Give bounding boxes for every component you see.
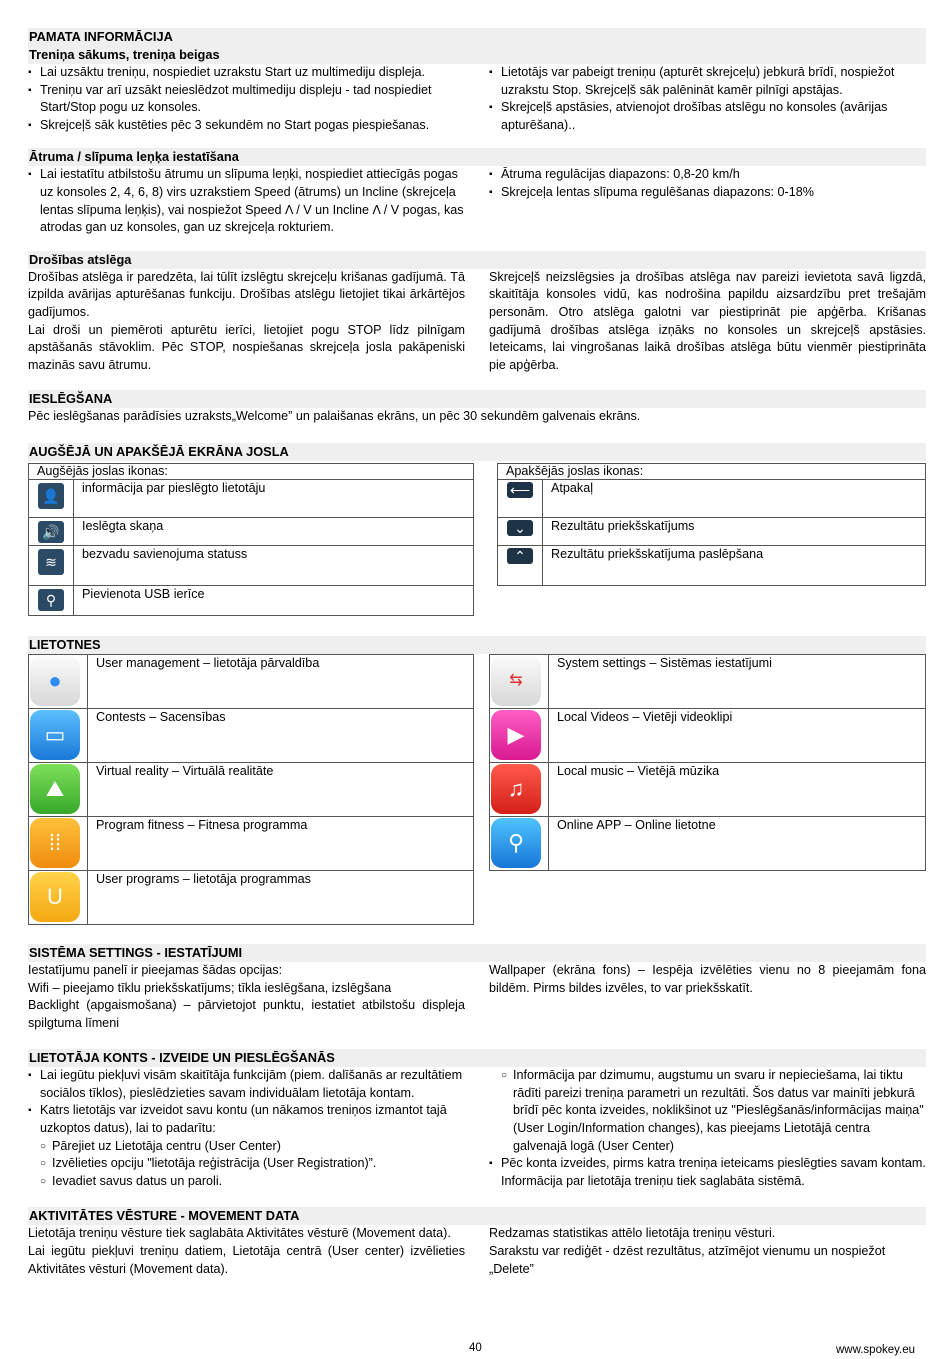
paragraph: Skrejceļš neizslēgsies ja drošības atslēga nav pareizi ievietota savā ligzdā, skaitītāja konsoles vidū, kas nodrošina papildu aizsardzību pret trešajām personām. Otro atslēga galotni var piestiprināt pie apģērba. Krišanas gadījumā drošības atslēga izņāks no konsoles un skrejceļš apstāsies. Ieteicams, lai vingrošanas laikā drošības atslēga būtu vienmēr piestiprināta pie apģērba. (489, 269, 926, 372)
subsection-title: Ātruma / slīpuma leņķa iestatīšana (28, 148, 926, 166)
table-cell: System settings – Sistēmas iestatījumi (549, 654, 926, 708)
list-item (28, 1102, 465, 1190)
table-cell: User management – lietotāja pārvaldība (88, 654, 474, 708)
table-cell: Ieslēgta skaņa (74, 517, 474, 545)
table-cell: Local music – Vietējā mūzika (549, 762, 926, 816)
list-item: ▪ Treniņu var arī uzsākt neieslēdzot multimediju displeju - tad nospiediet Start/Stop pogu uz konsoles. (28, 82, 465, 117)
website-url: www.spokey.eu (835, 1344, 915, 1356)
user-programs-icon: U (30, 872, 80, 922)
virtual-reality-icon: ⛰ (30, 764, 80, 814)
list-item: ○ Pārejiet uz Lietotāja centru (User Center) (40, 1138, 465, 1156)
usb-icon: ⚲ (38, 589, 64, 611)
table-cell: bezvadu savienojuma statuss (74, 545, 474, 585)
top-bar-icons-table (28, 463, 474, 616)
paragraph: Wallpaper (ekrāna fons) – Iespēja izvēlēties vienu no 8 pieejamām fona bildēm. Pirms bildes izvēles, to var priekšskatīt. (489, 962, 926, 995)
table-cell: Local Videos – Vietēji videoklipi (549, 708, 926, 762)
section-title: IESLĒGŠANA (28, 390, 926, 408)
table-cell: Pievienota USB ierīce (74, 585, 474, 615)
section-title: LIETOTNES (28, 636, 926, 654)
table-cell: Rezultātu priekšskatījuma paslēpšana (543, 545, 926, 585)
table-cell: Atpakaļ (543, 479, 926, 517)
list-item: ○ Informācija par dzimumu, augstumu un svaru ir nepieciešama, lai tiktu rādīti pareizi treniņa parametri un rezultāti. Šos datus var mainīti jebkurā brīdī pēc konta izveides, noklikšinot uz "Pieslēgšanās/informācijas maiņa" (User Login/Information changes), kas pieejams Lietotājā centra galvenajā logā (User Center) (501, 1067, 926, 1155)
paragraph: Wifi – pieejamo tīklu priekšskatījums; tīkla ieslēgšana, izslēgšana (28, 980, 392, 995)
list-item: ○ Izvēlieties opciju "lietotāja reģistrācija (User Registration)”. (40, 1155, 465, 1173)
table-cell: Virtual reality – Virtuālā realitāte (88, 762, 474, 816)
table-cell: Contests – Sacensības (88, 708, 474, 762)
list-item-text: Katrs lietotājs var izveidot savu kontu (un nākamos treniņos izmantot tajā uzkoptos datus), lai to padarītu: (40, 1103, 447, 1136)
system-settings-icon: ⇆ (491, 656, 541, 706)
bottom-bar-icons-table (497, 463, 926, 586)
music-icon: ♫ (491, 764, 541, 814)
list-item: ▪ Lai iegūtu piekļuvi visām skaitītāja funkcijām (piem. dalīšanās ar rezultātiem sociālos tīklos), pieslēdzieties savam individuālam lietotāja kontam. (28, 1067, 465, 1102)
subsection-title: Drošības atslēga (28, 251, 926, 269)
paragraph: Lai droši un piemēroti apturētu ierīci, lietojiet pogu STOP līdz pilnīgam apstāšanās stāvoklim. Pēc STOP, nospiešanas skrejceļa josla pakāpeniski mazinās savu ātrumu. (28, 322, 465, 372)
table-cell: Online APP – Online lietotne (549, 816, 926, 870)
page-number: 40 (469, 1342, 482, 1354)
contests-icon: ▭ (30, 710, 80, 760)
list-item: ▪ Skrejceļa lentas slīpuma regulēšanas diapazons: 0-18% (489, 184, 926, 202)
paragraph: Lai iegūtu piekļuvi treniņu datiem, Lietotāja centrā (User center) izvēlieties Aktivitātes vēsturi (Movement data). (28, 1244, 465, 1276)
wifi-icon: ≋ (38, 549, 64, 575)
chevron-up-icon: ⌃ (507, 548, 533, 564)
paragraph: Sarakstu var rediģēt - dzēst rezultātus, atzīmējot vienumu un nospiežot „Delete” (489, 1244, 886, 1276)
apps-table-right (489, 654, 926, 871)
list-item: ▪ Lietotājs var pabeigt treniņu (apturēt skrejceļu) jebkurā brīdī, nospiežot uzrakstu Stop. Skrejceļš sāk palēnināt kamēr pilnīgi apstājas. (489, 64, 926, 99)
list-item: ▪ Pēc konta izveides, pirms katra treniņa ieteicams pieslēgties savam kontam. Informācija par lietotāja treniņu tiek saglabāta sistēmā. (489, 1155, 926, 1190)
paragraph: Redzamas statistikas attēlo lietotāja treniņu vēsturi. (489, 1226, 776, 1241)
chevron-down-icon: ⌄ (507, 520, 533, 536)
back-icon: ⟵ (507, 482, 533, 498)
paragraph: Lietotāja treniņu vēsture tiek saglabāta Aktivitātes vēsturē (Movement data). (28, 1226, 451, 1241)
user-icon: 👤 (38, 483, 64, 509)
table-cell: informācija par pieslēgto lietotāju (74, 479, 474, 517)
program-fitness-icon: ⁞⁞ (30, 818, 80, 868)
section-title: AUGŠĒJĀ UN APAKŠĒJĀ EKRĀNA JOSLA (28, 443, 926, 461)
document-page (28, 28, 926, 1278)
list-item: ▪ Skrejceļš apstāsies, atvienojot drošības atslēgu no konsoles (avārijas apturēšana).. (489, 99, 926, 134)
paragraph: Backlight (apgaismošana) – pārvietojot punktu, iestatiet atbilstošu displeja spilgtuma līmeni (28, 998, 465, 1030)
list-item: ▪ Lai iestatītu atbilstošu ātrumu un slīpuma leņķi, nospiediet attiecīgās pogas uz konsoles 2, 4, 6, 8) virs uzrakstiem Speed (ātrums) un Incline (skrejceļa lentas slīpuma leņķis), vai nospiežot Speed Λ / V un Incline Λ / V pogas, kas atrodas gan uz konsoles, gan uz skrejceļa rokturiem. (28, 166, 465, 236)
paragraph: Pēc ieslēgšanas parādīsies uzraksts„Welcome” un palaišanas ekrāns, un pēc 30 sekundēm galvenais ekrāns. (28, 409, 641, 424)
section-title: SISTĒMA SETTINGS - IESTATĪJUMI (28, 944, 926, 962)
section-title: LIETOTĀJA KONTS - IZVEIDE UN PIESLĒGŠANĀS (28, 1049, 926, 1067)
table-cell: User programs – lietotāja programmas (88, 870, 474, 924)
list-item: ▪ Lai uzsāktu treniņu, nospiediet uzrakstu Start uz multimediju displeja. (28, 64, 465, 82)
table-header: Apakšējās joslas ikonas: (498, 463, 926, 479)
section-title: AKTIVITĀTES VĒSTURE - MOVEMENT DATA (28, 1207, 926, 1225)
section-title: PAMATA INFORMĀCIJA (28, 28, 926, 46)
list-item: ▪ Ātruma regulācijas diapazons: 0,8-20 km/h (489, 166, 926, 184)
list-item: ○ Ievadiet savus datus un paroli. (40, 1173, 465, 1191)
play-icon: ▶ (491, 710, 541, 760)
paragraph: Drošības atslēga ir paredzēta, lai tūlīt izslēgtu skrejceļu krišanas gadījumā. Tā izpilda avārijas apturēšanas funkciju. Drošības atslēgu lietojiet tikai ārkārtējos gadījumos. (28, 269, 465, 319)
user-management-icon: ● (30, 656, 80, 706)
table-cell: Rezultātu priekšskatījums (543, 517, 926, 545)
list-item: ▪ Skrejceļš sāk kustēties pēc 3 sekundēm no Start pogas piespiešanas. (28, 117, 465, 135)
search-icon: ⚲ (491, 818, 541, 868)
table-cell: Program fitness – Fitnesa programma (88, 816, 474, 870)
table-header: Augšējās joslas ikonas: (29, 463, 474, 479)
paragraph: Iestatījumu panelī ir pieejamas šādas opcijas: (28, 962, 283, 977)
subsection-title: Treniņa sākums, treniņa beigas (28, 46, 926, 64)
apps-table-left (28, 654, 474, 925)
speaker-icon: 🔊 (38, 521, 64, 543)
